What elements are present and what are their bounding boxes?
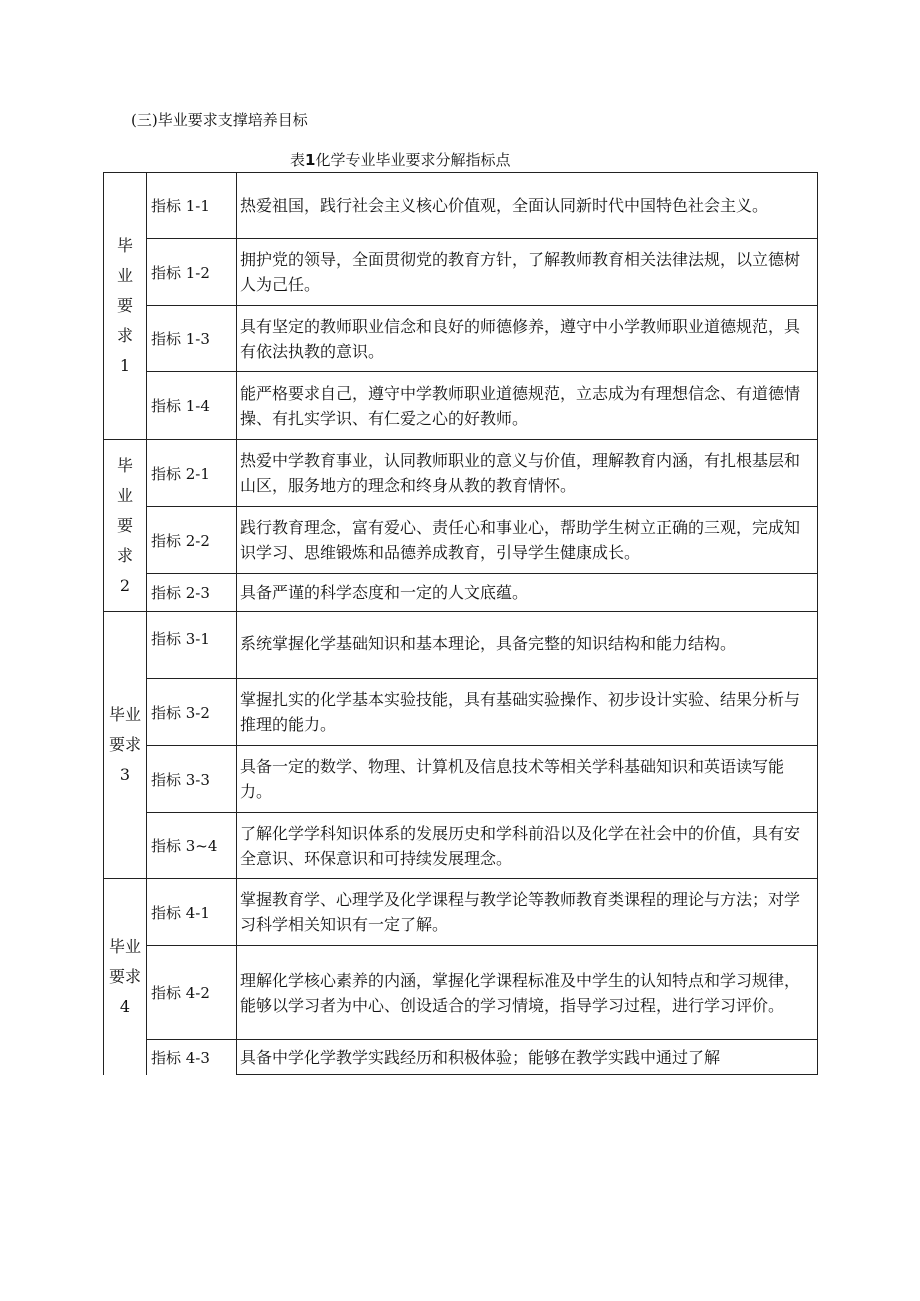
indicator-text: 了解化学学科知识体系的发展历史和学科前沿以及化学在社会中的价值，具有安全意识、环保意识和可持续发展理念。 (237, 813, 818, 879)
table-row (104, 239, 818, 306)
table-caption (290, 149, 510, 170)
requirement-4-label: 毕业 要求 4 (104, 879, 147, 1075)
table-row (104, 746, 818, 813)
table-row (104, 1040, 818, 1075)
table-row (104, 440, 818, 507)
section-heading: (三)毕业要求支撑培养目标 (131, 111, 308, 129)
indicator-text: 系统掌握化学基础知识和基本理论，具备完整的知识结构和能力结构。 (237, 612, 818, 679)
requirement-3-label: 毕业 要求 3 (104, 612, 147, 879)
table-row (104, 372, 818, 440)
indicator-text: 理解化学核心素养的内涵，掌握化学课程标准及中学生的认知特点和学习规律，能够以学习者为中心、创设适合的学习情境，指导学习过程，进行学习评价。 (237, 946, 818, 1040)
indicator-id: 指标 2-1 (147, 440, 237, 507)
table-row (104, 946, 818, 1040)
table-row (104, 574, 818, 612)
table-caption-title: 化学专业毕业要求分解指标点 (315, 151, 511, 169)
indicator-id: 指标 1-3 (147, 306, 237, 372)
indicator-text: 具有坚定的教师职业信念和良好的师德修养，遵守中小学教师职业道德规范，具有依法执教的意识。 (237, 306, 818, 372)
indicator-text: 拥护党的领导，全面贯彻党的教育方针，了解教师教育相关法律法规，以立德树人为己任。 (237, 239, 818, 306)
indicator-id: 指标 4-3 (147, 1040, 237, 1075)
indicator-text: 能严格要求自己，遵守中学教师职业道德规范，立志成为有理想信念、有道德情操、有扎实学识、有仁爱之心的好教师。 (237, 372, 818, 440)
indicator-id: 指标 4-1 (147, 879, 237, 946)
indicator-id: 指标 2-2 (147, 507, 237, 574)
indicator-text: 践行教育理念，富有爱心、责任心和事业心，帮助学生树立正确的三观，完成知识学习、思维锻炼和品德养成教育，引导学生健康成长。 (237, 507, 818, 574)
indicator-id: 指标 2-3 (147, 574, 237, 612)
indicator-text: 掌握教育学、心理学及化学课程与教学论等教师教育类课程的理论与方法；对学习科学相关知识有一定了解。 (237, 879, 818, 946)
indicator-text: 热爱中学教育事业，认同教师职业的意义与价值，理解教育内涵，有扎根基层和山区，服务地方的理念和终身从教的教育情怀。 (237, 440, 818, 507)
table-row (104, 813, 818, 879)
indicator-text: 具备中学化学教学实践经历和积极体验；能够在教学实践中通过了解 (237, 1040, 818, 1075)
indicator-id: 指标 3~4 (147, 813, 237, 879)
indicator-text: 掌握扎实的化学基本实验技能，具有基础实验操作、初步设计实验、结果分析与推理的能力。 (237, 679, 818, 746)
table-row (104, 679, 818, 746)
table-row (104, 173, 818, 239)
table-caption-prefix: 表 (290, 151, 306, 169)
table-row (104, 879, 818, 946)
indicator-text: 热爱祖国，践行社会主义核心价值观，全面认同新时代中国特色社会主义。 (237, 173, 818, 239)
indicator-id: 指标 4-2 (147, 946, 237, 1040)
table-caption-number: 1 (305, 151, 316, 169)
indicator-id: 指标 3-3 (147, 746, 237, 813)
graduation-requirements-table (103, 172, 818, 1075)
indicator-id: 指标 1-2 (147, 239, 237, 306)
table-row (104, 612, 818, 679)
requirement-2-label: 毕 业 要 求 2 (104, 440, 147, 612)
requirement-1-label: 毕 业 要 求 1 (104, 173, 147, 440)
indicator-text: 具备一定的数学、物理、计算机及信息技术等相关学科基础知识和英语读写能力。 (237, 746, 818, 813)
table-row (104, 507, 818, 574)
indicator-id: 指标 1-4 (147, 372, 237, 440)
indicator-id: 指标 1-1 (147, 173, 237, 239)
indicator-id: 指标 3-1 (147, 612, 237, 679)
indicator-id: 指标 3-2 (147, 679, 237, 746)
indicator-text: 具备严谨的科学态度和一定的人文底蕴。 (237, 574, 818, 612)
table-row (104, 306, 818, 372)
